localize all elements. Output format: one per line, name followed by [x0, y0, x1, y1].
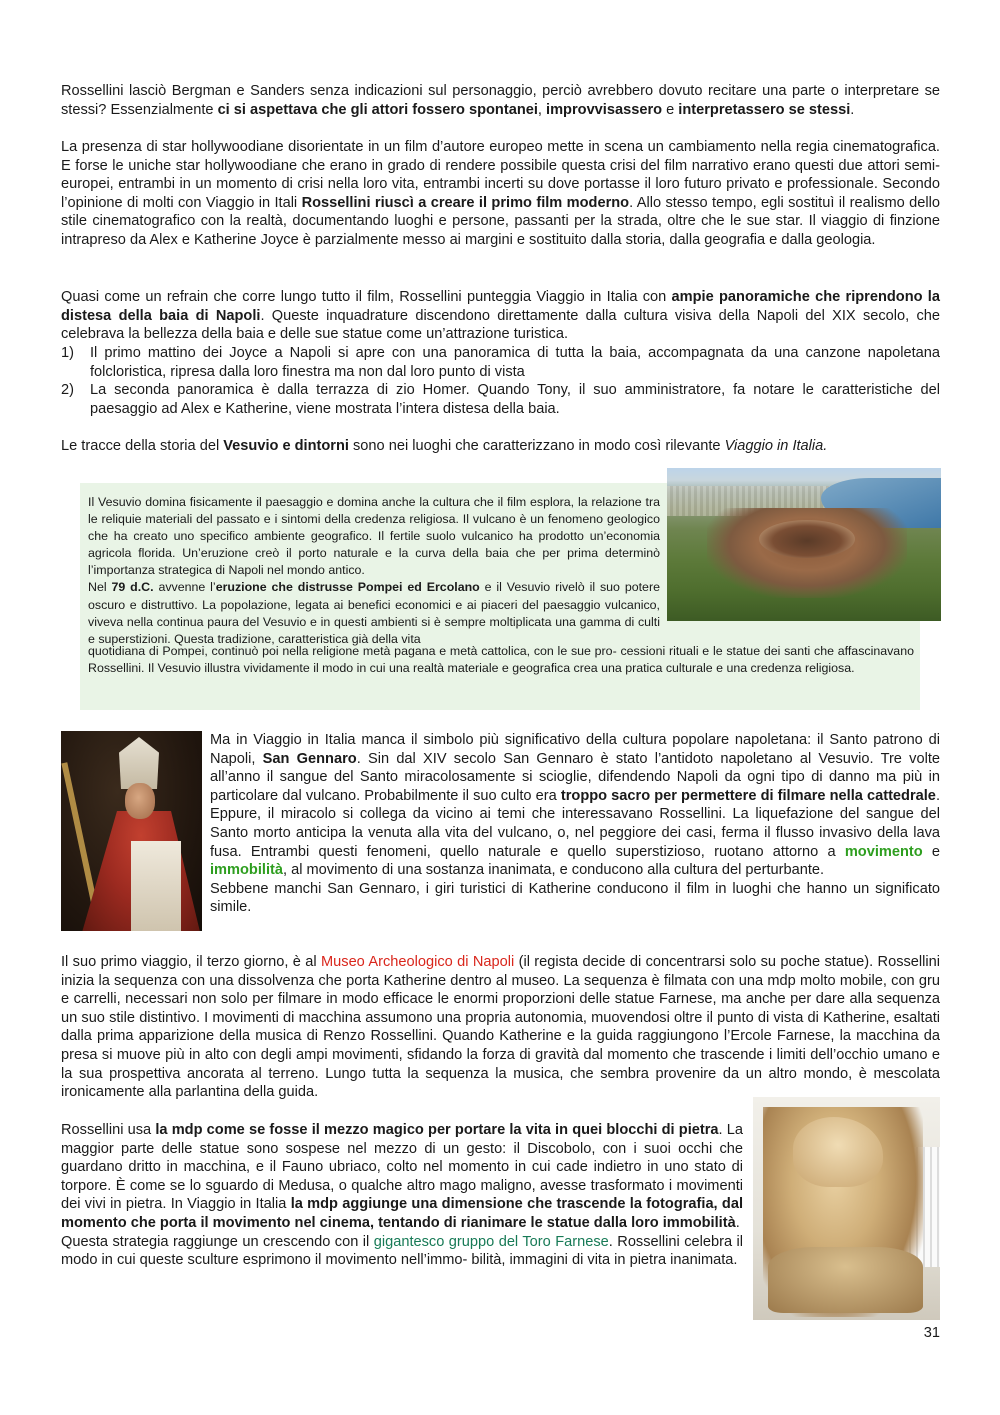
toro-farnese-photo	[753, 1097, 940, 1320]
san-gennaro-painting	[61, 731, 202, 931]
vesuvio-box-text-top: Il Vesuvio domina fisicamente il paesaggio e domina anche la cultura che il film esplora, la relazione tra le reliquie materiali del passato e i sintomi della credenza religiosa. Il vulcano è un fenomeno geologico che ha creato uno specifico ambiente geografico. Il fertile suolo vulcanico ha prodotto un’economia agricola florida. Un’eruzione creò il porto naturale e la curva della baia che per prima determinò l’importanza strategica di Napoli nel mondo antico. Nel 79 d.C. avvenne l’eruzione che distrusse Pompei ed Ercolano e il Vesuvio rivelò il suo potere oscuro e distruttivo. La popolazione, legata ai benefici economici e ai piaceri del paesaggio vulcanico, viveva nella continua paura del Vesuvio e in questi ambienti si è sempre moltiplicata una gamma di culti e superstizioni. Questa tradizione, caratteristica già della vita	[88, 495, 660, 646]
panorama-list	[61, 344, 940, 418]
paragraph-san-gennaro: Ma in Viaggio in Italia manca il simbolo più significativo della cultura popolare napoletana: il Santo patrono di Napoli, San Gennaro. Sin dal XIV secolo San Gennaro è stato l’antidoto napoletano al Vesuvio. Tre volte all’anno il sangue del Santo miracolosamente si scioglie, difendendo Napoli da ogni tipo di danno ma più in particolare dal vulcano. Probabilmente il suo culto era troppo sacro per permettere di filmare nella cattedrale. Eppure, il miracolo si collega da vicino ai temi che interessavano Rossellini. La liquefazione del sangue del Santo morto anticipa la venuta alla vita del vulcano, o, nel peggiore dei casi, ferma il flusso invasivo della lava fusa. Entrambi questi fenomeni, quello naturale e quello superstizioso, ruotano attorno a movimento e immobilità, al movimento di una sostanza inanimata, e conducono alla cultura del perturbante. Sebbene manchi San Gennaro, i giri turistici di Katherine conducono il film in luoghi che hanno un significato simile.	[210, 732, 940, 916]
paragraph-hollywood-stars: La presenza di star hollywoodiane disorientate in un film d’autore europeo mette in scena un cambiamento nella regia cinematografica. E forse le uniche star hollywoodiane che erano in grado di rendere possibile questa crisi del film narrativo erano questi due attori semi-europei, entrambi in un momento di crisi nella loro vita, entrambi incerti su dove portasse il loro futuro privato e professionale. Secondo l’opinione di molti con Viaggio in Itali Rossellini riuscì a creare il primo film moderno. Allo stesso tempo, egli sostituì il realismo dello stile cinematografico con la realtà, documentando luoghi e persone, passanti per la strada, oltre che le sue star. Il viaggio di finzione intrapreso da Alex e Katherine Joyce è parzialmente messo ai margini e sostituito dalla storia, dalla geografia e dalla geologia.	[61, 139, 940, 248]
paragraph-actors: Rossellini lasciò Bergman e Sanders senza indicazioni sul personaggio, perciò avrebbero dovuto recitare una parte o interpretare se stessi? Essenzialmente ci si aspettava che gli attori fossero spontanei, improvvisassero e interpretassero se stessi.	[61, 83, 940, 118]
paragraph-vesuvio-traces: Le tracce della storia del Vesuvio e dintorni sono nei luoghi che caratterizzano in modo così rilevante Viaggio in Italia.	[61, 438, 828, 454]
paragraph-panoramas: Quasi come un refrain che corre lungo tutto il film, Rossellini punteggia Viaggio in Italia con ampie panoramiche che riprendono la distesa della baia di Napoli. Queste inquadrature discendono direttamente dalla cultura visiva della Napoli del XIX secolo, che celebrava la bellezza della baia e delle sue statue come un’attrazione turistica.	[61, 289, 940, 343]
paragraph-museo: Il suo primo viaggio, il terzo giorno, è al Museo Archeologico di Napoli (il regista decide di concentrarsi solo su poche statue). Rossellini inizia la sequenza con una dissolvenza che porta Katherine dentro al museo. La sequenza è filmata con una mdp molto mobile, con gru e carrelli, necessari non solo per filmare in modo efficace le enormi proporzioni delle statue Farnese, ma anche per dare alla sequenza un suo stile distintivo. I movimenti di macchina assumono una propria autonomia, muovendosi oltre il punto di vista di Katherine, esaltati dalla prima apparizione della musica di Renzo Rossellini. Quando Katherine e la guida raggiungono l’Ercole Farnese, la macchina da presa si muove più in alto con degli ampi movimenti, sfidando la forza di gravità dal momento che trascende i limiti dell’occhio umano e la sua prospettiva ancorata al terreno. Lungo tutta la sequenza la musica, che sembra provenire da un altro mondo, è mescolata ironicamente alla parlantina della guida.	[61, 954, 940, 1101]
vesuvio-photo	[667, 468, 941, 621]
list-item: 1) Il primo mattino dei Joyce a Napoli si apre con una panoramica di tutta la baia, accompagnata da una canzone napoletana folcloristica, ripresa dalla loro finestra ma non dal loro punto di vista	[61, 345, 940, 380]
list-item: 2) La seconda panoramica è dalla terrazza di zio Homer. Quando Tony, il suo amministratore, fa notare le caratteristiche del paesaggio ad Alex e Katherine, viene mostrata l’intera distesa della baia.	[61, 382, 940, 417]
vesuvio-box-text-bottom: quotidiana di Pompei, continuò poi nella religione metà pagana e metà cattolica, con le sue pro- cessioni rituali e le statue dei santi che affascinavano Rossellini. Il Vesuvio illustra vividamente il modo in cui una realtà materiale e geografica crea una pratica culturale e una credenza religiosa.	[88, 644, 914, 676]
page-number: 31	[923, 1325, 940, 1341]
paragraph-statues: Rossellini usa la mdp come se fosse il mezzo magico per portare la vita in quei blocchi di pietra. La maggior parte delle statue sono sospese nel mezzo di un gesto: il Discobolo, con i suoi occhi che guardano dritto in macchina, e il Fauno ubriaco, colto nel momento in cui cade indietro in uno stato di torpore. È come se lo sguardo di Medusa, o qualche altro mago maligno, avesse trasformato i movimenti dei vivi in pietra. In Viaggio in Italia la mdp aggiunge una dimensione che trascende la fotografia, dal momento che porta il movimento nel cinema, tentando di rianimare le statue dalla loro immobilità. Questa strategia raggiunge un crescendo con il gigantesco gruppo del Toro Farnese. Rossellini celebra il modo in cui queste sculture esprimono il movimento nell’immo- bilità, immagini di vita in pietra inanimata.	[61, 1122, 743, 1269]
